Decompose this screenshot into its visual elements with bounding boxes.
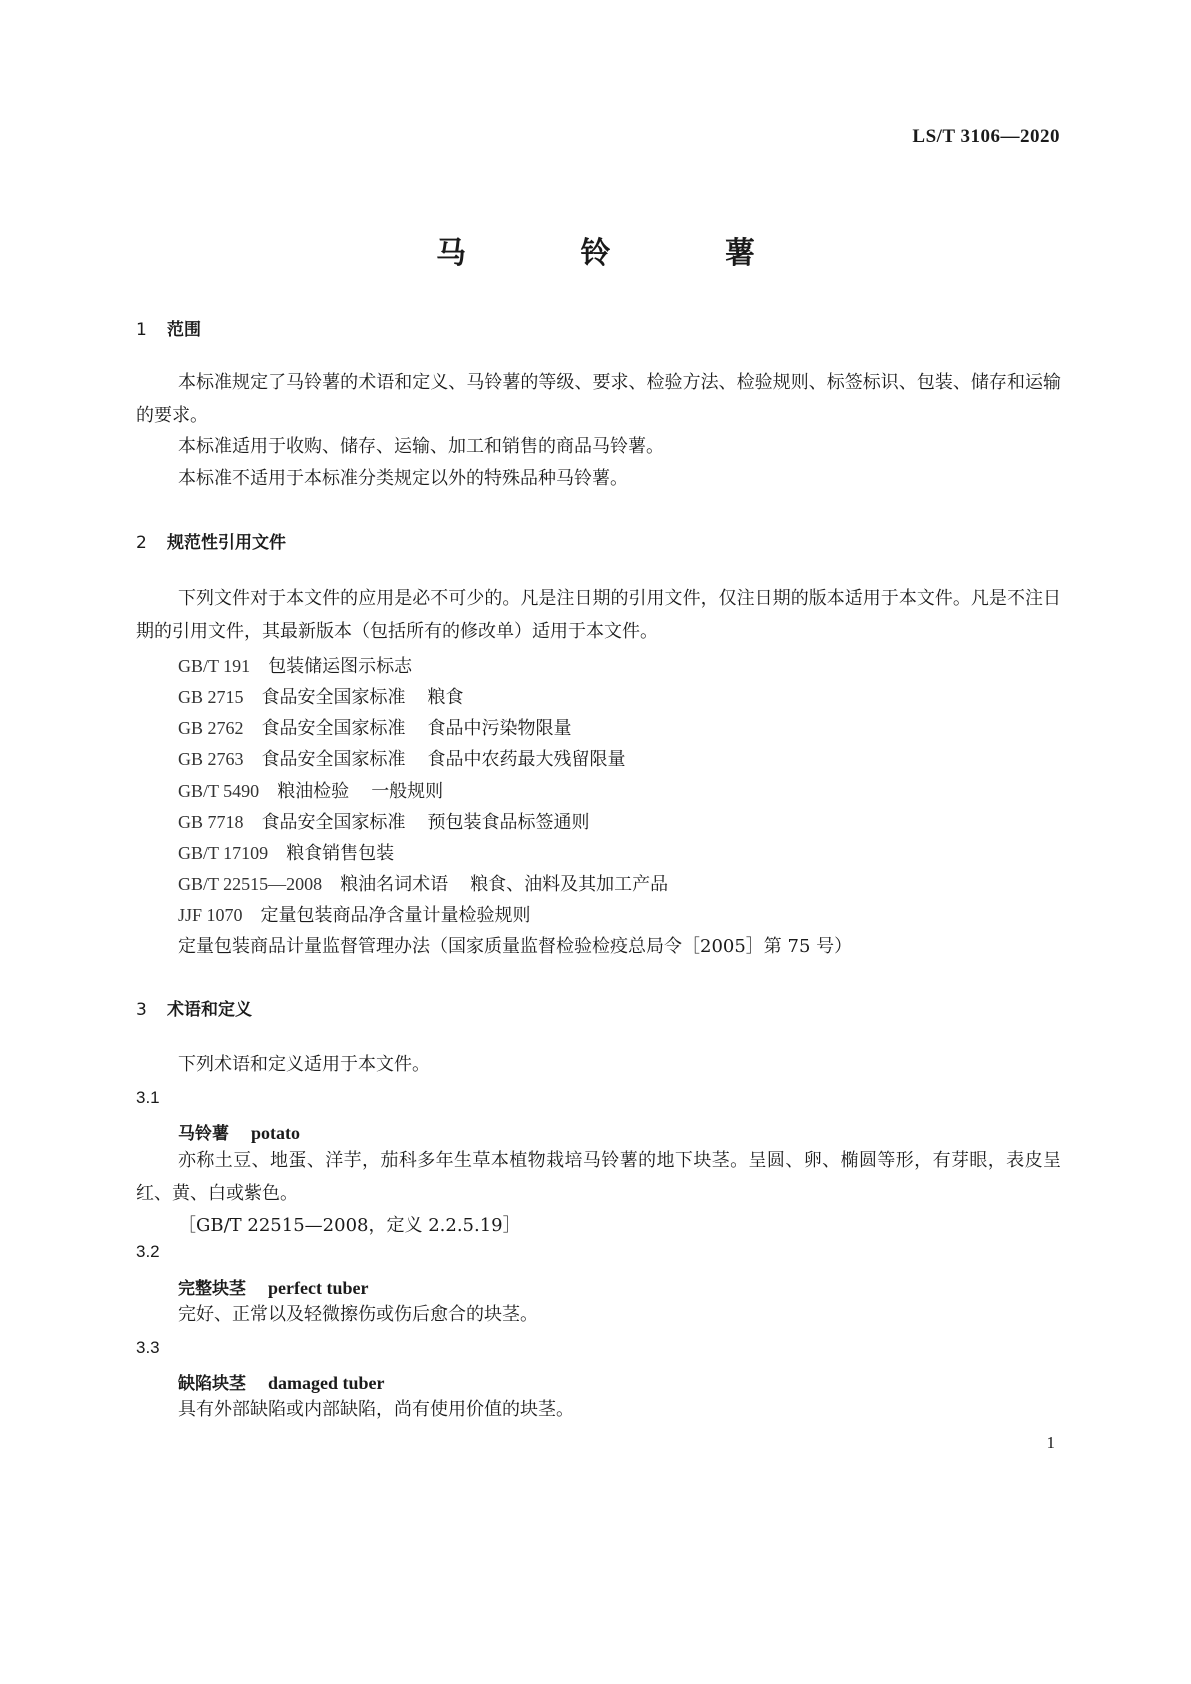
reference-code: GB 2762 [178, 718, 244, 738]
reference-item [178, 901, 531, 927]
reference-item [178, 714, 572, 740]
reference-title: 粮食销售包装 [286, 843, 395, 864]
term-heading [178, 1369, 385, 1394]
reference-item [178, 808, 590, 834]
reference-title: 定量包装商品净含量计量检验规则 [260, 905, 531, 926]
reference-item [178, 870, 668, 896]
section-number: 3 [136, 1000, 147, 1020]
term-number: 3.2 [136, 1242, 160, 1261]
refs-intro-paragraph: 下列文件对于本文件的应用是必不可少的。凡是注日期的引用文件，仅注日期的版本适用于本文件。凡是不注日期的引用文件，其最新版本（包括所有的修改单）适用于本文件。 [136, 588, 1061, 642]
reference-code: GB 2715 [178, 687, 244, 707]
section-1-heading [136, 315, 201, 340]
reference-item [178, 745, 626, 771]
document-code: LS/T 3106—2020 [912, 126, 1060, 147]
reference-title: 粮油名词术语 [340, 874, 449, 895]
section-3-heading [136, 995, 252, 1020]
reference-title: 粮油检验 [277, 781, 350, 802]
term-heading [178, 1119, 300, 1144]
term-english: potato [251, 1123, 300, 1143]
reference-item-regulation: 定量包装商品计量监督管理办法（国家质量监督检验检疫总局令［2005］第 75 号） [178, 936, 853, 957]
reference-subtitle: 食品中农药最大残留限量 [427, 749, 626, 770]
reference-subtitle: 一般规则 [371, 781, 444, 802]
reference-item [178, 777, 443, 803]
reference-code: GB/T 22515—2008 [178, 874, 323, 894]
term-english: damaged tuber [268, 1373, 385, 1393]
page-number: 1 [1046, 1433, 1055, 1452]
reference-title: 食品安全国家标准 [261, 812, 406, 833]
reference-title: 食品安全国家标准 [261, 687, 406, 708]
reference-subtitle: 粮食 [427, 687, 464, 708]
reference-subtitle: 食品中污染物限量 [427, 718, 572, 739]
term-heading [178, 1274, 368, 1299]
scope-paragraph-1: 本标准规定了马铃薯的术语和定义、马铃薯的等级、要求、检验方法、检验规则、标签标识、包装、储存和运输的要求。 [136, 372, 1061, 426]
section-number: 1 [136, 320, 147, 340]
reference-title: 包装储运图示标志 [268, 656, 413, 677]
reference-subtitle: 预包装食品标签通则 [427, 812, 590, 833]
reference-item [178, 683, 464, 709]
term-definition: 完好、正常以及轻微擦伤或伤后愈合的块茎。 [178, 1304, 538, 1325]
term-definition: 亦称土豆、地蛋、洋芋，茄科多年生草本植物栽培马铃薯的地下块茎。呈圆、卵、椭圆等形，有芽眼，表皮呈红、黄、白或紫色。 [136, 1150, 1061, 1204]
term-definition: 具有外部缺陷或内部缺陷，尚有使用价值的块茎。 [178, 1399, 574, 1420]
scope-paragraph-2: 本标准适用于收购、储存、运输、加工和销售的商品马铃薯。 [178, 436, 664, 457]
term-number: 3.3 [136, 1338, 160, 1357]
term-number: 3.1 [136, 1088, 160, 1107]
term-english: perfect tuber [268, 1278, 369, 1298]
section-number: 2 [136, 533, 147, 553]
reference-code: GB/T 17109 [178, 843, 269, 863]
reference-code: JJF 1070 [178, 905, 243, 925]
reference-title: 食品安全国家标准 [261, 718, 406, 739]
section-title: 规范性引用文件 [167, 533, 286, 553]
reference-code: GB/T 5490 [178, 781, 260, 801]
term-source: ［GB/T 22515—2008，定义 2.2.5.19］ [178, 1215, 521, 1236]
reference-item [178, 652, 412, 678]
section-title: 范围 [167, 320, 201, 340]
scope-paragraph-3: 本标准不适用于本标准分类规定以外的特殊品种马铃薯。 [178, 468, 628, 489]
reference-code: GB 7718 [178, 812, 244, 832]
term-chinese: 缺陷块茎 [178, 1374, 246, 1394]
reference-code: GB 2763 [178, 749, 244, 769]
reference-subtitle: 粮食、油料及其加工产品 [470, 874, 669, 895]
reference-title: 食品安全国家标准 [261, 749, 406, 770]
section-2-heading [136, 528, 286, 553]
reference-code: GB/T 191 [178, 656, 251, 676]
term-chinese: 马铃薯 [178, 1124, 229, 1144]
section-title: 术语和定义 [167, 1000, 252, 1020]
reference-item [178, 839, 394, 865]
terms-intro-paragraph: 下列术语和定义适用于本文件。 [178, 1054, 430, 1075]
term-chinese: 完整块茎 [178, 1279, 246, 1299]
document-title: 马 铃 薯 [436, 236, 807, 271]
